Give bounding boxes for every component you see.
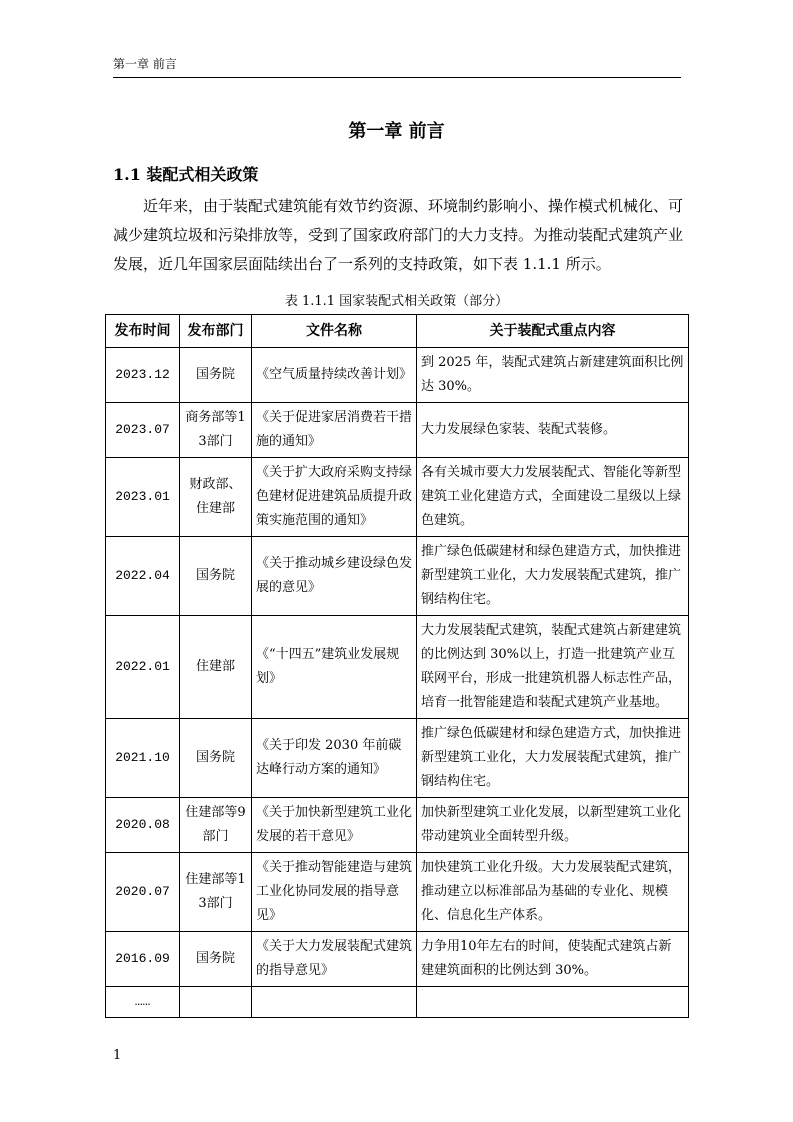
cell-document: 《关于加快新型建筑工业化发展的若干意见》 xyxy=(252,798,417,853)
cell-department xyxy=(180,987,252,1018)
cell-document: 《“十四五”建筑业发展规划》 xyxy=(252,616,417,719)
cell-date: 2021.10 xyxy=(106,719,180,798)
cell-content: 各有关城市要大力发展装配式、智能化等新型建筑工业化建造方式，全面建设二星级以上绿色建筑。 xyxy=(417,458,689,537)
cell-content: 加快建筑工业化升级。大力发展装配式建筑，推动建立以标准部品为基础的专业化、规模化、信息化生产体系。 xyxy=(417,853,689,932)
cell-department: 住建部等13部门 xyxy=(180,853,252,932)
chapter-title: 第一章 前言 xyxy=(348,121,445,142)
cell-document: 《关于大力发展装配式建筑的指导意见》 xyxy=(252,932,417,987)
cell-date: 2022.04 xyxy=(106,537,180,616)
cell-department: 国务院 xyxy=(180,932,252,987)
table-row xyxy=(106,348,689,403)
table-row xyxy=(106,798,689,853)
cell-date: …… xyxy=(106,987,180,1018)
column-header-date: 发布时间 xyxy=(106,315,180,348)
cell-content xyxy=(417,987,689,1018)
cell-document: 《关于推动城乡建设绿色发展的意见》 xyxy=(252,537,417,616)
column-header-content: 关于装配式重点内容 xyxy=(417,315,689,348)
cell-department: 国务院 xyxy=(180,719,252,798)
running-header: 第一章 前言 xyxy=(113,57,177,71)
cell-department: 住建部 xyxy=(180,616,252,719)
cell-content: 推广绿色低碳建材和绿色建造方式，加快推进新型建筑工业化，大力发展装配式建筑，推广钢结构住宅。 xyxy=(417,537,689,616)
cell-date: 2016.09 xyxy=(106,932,180,987)
cell-department: 国务院 xyxy=(180,348,252,403)
table-row xyxy=(106,537,689,616)
cell-document: 《空气质量持续改善计划》 xyxy=(252,348,417,403)
cell-date: 2020.08 xyxy=(106,798,180,853)
cell-document: 《关于印发 2030 年前碳达峰行动方案的通知》 xyxy=(252,719,417,798)
column-header-department: 发布部门 xyxy=(180,315,252,348)
cell-date: 2023.12 xyxy=(106,348,180,403)
page-number: 1 xyxy=(113,1048,122,1063)
cell-department: 财政部、住建部 xyxy=(180,458,252,537)
cell-content: 推广绿色低碳建材和绿色建造方式，加快推进新型建筑工业化，大力发展装配式建筑，推广钢结构住宅。 xyxy=(417,719,689,798)
cell-date: 2020.07 xyxy=(106,853,180,932)
cell-department: 住建部等9部门 xyxy=(180,798,252,853)
column-header-document: 文件名称 xyxy=(252,315,417,348)
header-divider xyxy=(113,77,681,78)
table-row xyxy=(106,932,689,987)
table-row xyxy=(106,853,689,932)
table-row xyxy=(106,987,689,1018)
policy-table xyxy=(105,314,689,1018)
intro-paragraph: 近年来，由于装配式建筑能有效节约资源、环境制约影响小、操作模式机械化、可减少建筑垃圾和污染排放等，受到了国家政府部门的大力支持。为推动装配式建筑产业发展，近几年国家层面陆续出台了一系列的支持政策，如下表 1.1.1 所示。 xyxy=(113,197,684,273)
table-row xyxy=(106,458,689,537)
cell-department: 国务院 xyxy=(180,537,252,616)
cell-document xyxy=(252,987,417,1018)
cell-content: 大力发展装配式建筑，装配式建筑占新建建筑的比例达到 30%以上，打造一批建筑产业互联网平台，形成一批建筑机器人标志性产品，培育一批智能建造和装配式建筑产业基地。 xyxy=(417,616,689,719)
table-row xyxy=(106,403,689,458)
table-header-row xyxy=(106,315,689,348)
table-row xyxy=(106,616,689,719)
table-caption: 表 1.1.1 国家装配式相关政策（部分） xyxy=(284,294,509,309)
cell-content: 到 2025 年，装配式建筑占新建建筑面积比例达 30%。 xyxy=(417,348,689,403)
cell-document: 《关于推动智能建造与建筑工业化协同发展的指导意见》 xyxy=(252,853,417,932)
cell-document: 《关于扩大政府采购支持绿色建材促进建筑品质提升政策实施范围的通知》 xyxy=(252,458,417,537)
cell-document: 《关于促进家居消费若干措施的通知》 xyxy=(252,403,417,458)
cell-content: 加快新型建筑工业化发展，以新型建筑工业化带动建筑业全面转型升级。 xyxy=(417,798,689,853)
cell-date: 2023.07 xyxy=(106,403,180,458)
table-row xyxy=(106,719,689,798)
section-heading: 1.1 装配式相关政策 xyxy=(113,165,259,184)
cell-content: 大力发展绿色家装、装配式装修。 xyxy=(417,403,689,458)
cell-date: 2023.01 xyxy=(106,458,180,537)
cell-department: 商务部等13部门 xyxy=(180,403,252,458)
cell-content: 力争用10年左右的时间，使装配式建筑占新建建筑面积的比例达到 30%。 xyxy=(417,932,689,987)
cell-date: 2022.01 xyxy=(106,616,180,719)
